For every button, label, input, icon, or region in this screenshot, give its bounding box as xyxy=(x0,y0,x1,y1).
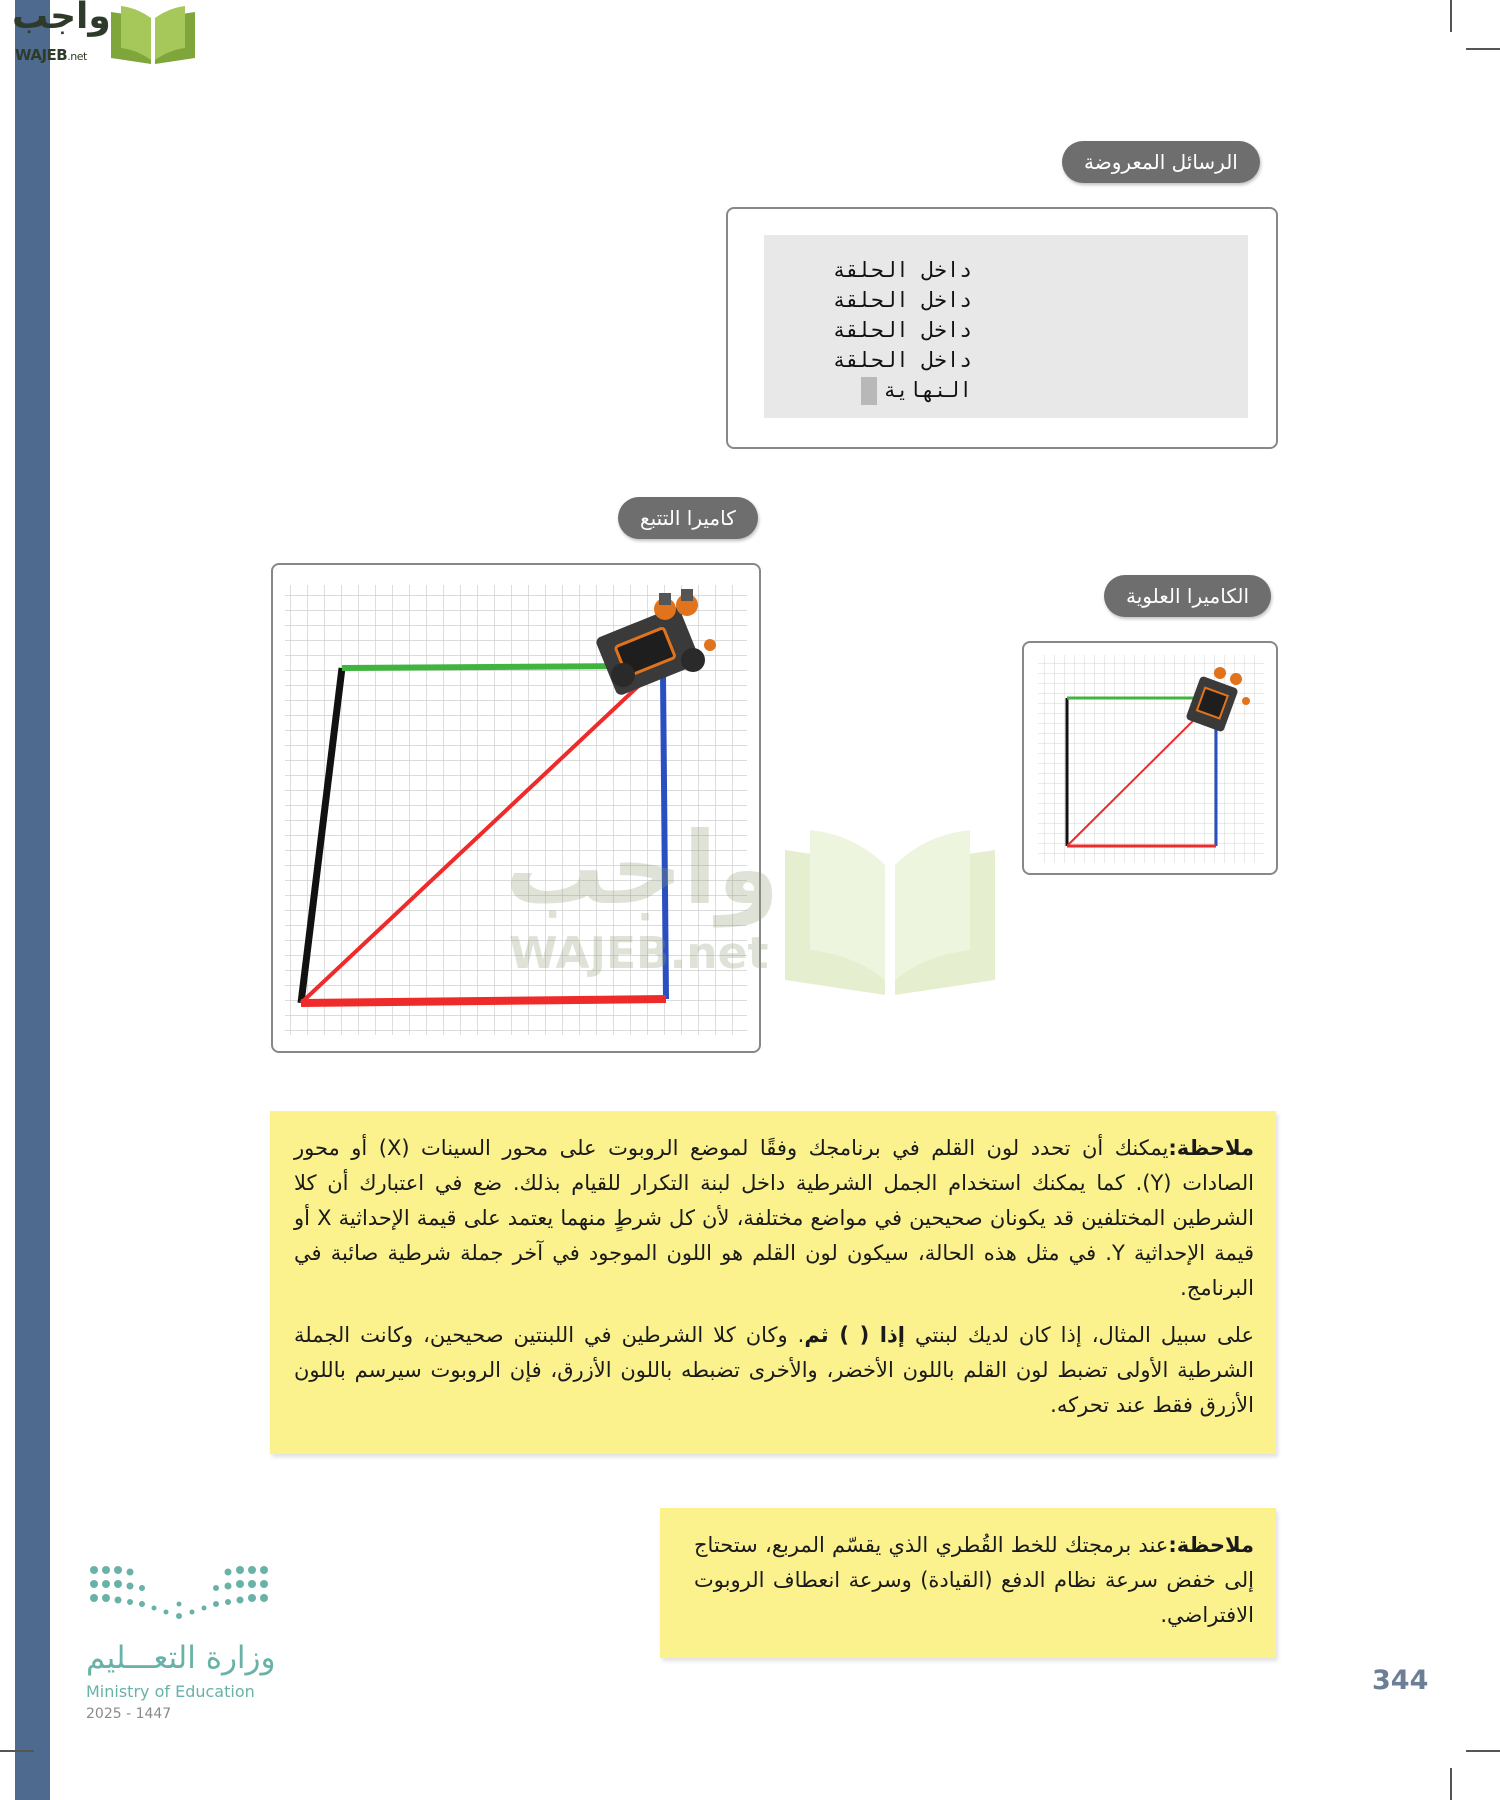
red-path-bottom xyxy=(301,999,666,1003)
note-paragraph xyxy=(694,1528,1254,1633)
note-diagonal-speed xyxy=(660,1508,1276,1658)
tracking-camera-label: كاميرا التتبع xyxy=(618,497,758,539)
ministry-english: Ministry of Education xyxy=(86,1682,255,1701)
blue-path xyxy=(663,675,666,999)
crop-mark xyxy=(1450,0,1452,32)
console-output xyxy=(764,235,1248,418)
logo-arabic: واجب xyxy=(12,0,111,37)
text-cursor xyxy=(861,377,877,405)
ministry-dots-icon xyxy=(86,1560,272,1630)
top-camera-label: الكاميرا العلوية xyxy=(1104,575,1271,617)
note-text: عند برمجتك للخط القُطري الذي يقسّم المربع، ستحتاج إلى خفض سرعة نظام الدفع (القيادة) وسرعة انعطاف الروبوت الافتراضي. xyxy=(694,1533,1254,1627)
note-paragraph: على سبيل المثال، إذا كان لديك لبنتي إذا ( ) ثم. وكان كلا الشرطين في اللبنتين صحيحين، وكانت الجملة الشرطية الأولى تضبط لون القلم باللون الأخضر، والأخرى تضبطه باللون الأزرق، فإن الروبوت سيرسم باللون الأزرق فقط عند تحركه. xyxy=(294,1323,1255,1417)
console-line: داخل الحلقة xyxy=(832,258,972,282)
ministry-arabic: وزارة التعـــليم xyxy=(86,1640,276,1676)
academic-year: 2025 - 1447 xyxy=(86,1706,172,1722)
console-line: داخل الحلقة xyxy=(832,318,972,342)
note-text: يمكنك أن تحدد لون القلم في برنامجك وفقًا لموضع الروبوت على محور السينات (X) أو محور الصادات (Y). كما يمكنك استخدام الجمل الشرطية داخل لبنة التكرار للقيام بذلك. ضع في اعتبارك أن كلا الشرطين المختلفين قد يكونان صحيحين في مواضع مختلفة، لأن كل شرطٍ منهما يعتمد على قيمة الإحداثية X أو قيمة الإحداثية Y. في مثل هذه الحالة، سيكون لون القلم هو اللون الموجود في آخر جملة شرطية صائبة في البرنامج. xyxy=(294,1136,1254,1300)
wajeb-logo xyxy=(12,2,192,68)
top-camera-view xyxy=(1022,641,1278,875)
logo-english: WAJEB.net xyxy=(15,46,87,64)
note-label: ملاحظة: xyxy=(1168,1533,1254,1557)
tracking-camera-view xyxy=(271,563,761,1053)
messages-label: الرسائل المعروضة xyxy=(1062,141,1260,183)
note-pen-color xyxy=(270,1111,1276,1454)
ministry-logo xyxy=(86,1560,286,1730)
note-label: ملاحظة: xyxy=(1168,1136,1254,1160)
console-line-end: النهاية xyxy=(772,375,972,405)
side-bar xyxy=(15,0,50,1800)
book-icon xyxy=(107,4,199,66)
console-line: داخل الحلقة xyxy=(832,348,972,372)
crop-mark xyxy=(1466,48,1500,50)
top-camera-scene xyxy=(1024,643,1276,873)
crop-mark xyxy=(1466,1750,1500,1752)
note-paragraph xyxy=(294,1131,1254,1306)
tracking-camera-scene xyxy=(273,565,759,1051)
block-name: إذا ( ) ثم xyxy=(804,1323,905,1347)
watermark-english: WAJEB.net xyxy=(509,928,769,979)
green-path xyxy=(342,666,643,668)
page-number: 344 xyxy=(1372,1665,1429,1696)
watermark-book-icon xyxy=(775,820,1005,1000)
console-line: داخل الحلقة xyxy=(832,288,972,312)
crop-mark xyxy=(0,1750,34,1752)
watermark-arabic: واجب xyxy=(505,810,780,927)
crop-mark xyxy=(1450,1768,1452,1800)
